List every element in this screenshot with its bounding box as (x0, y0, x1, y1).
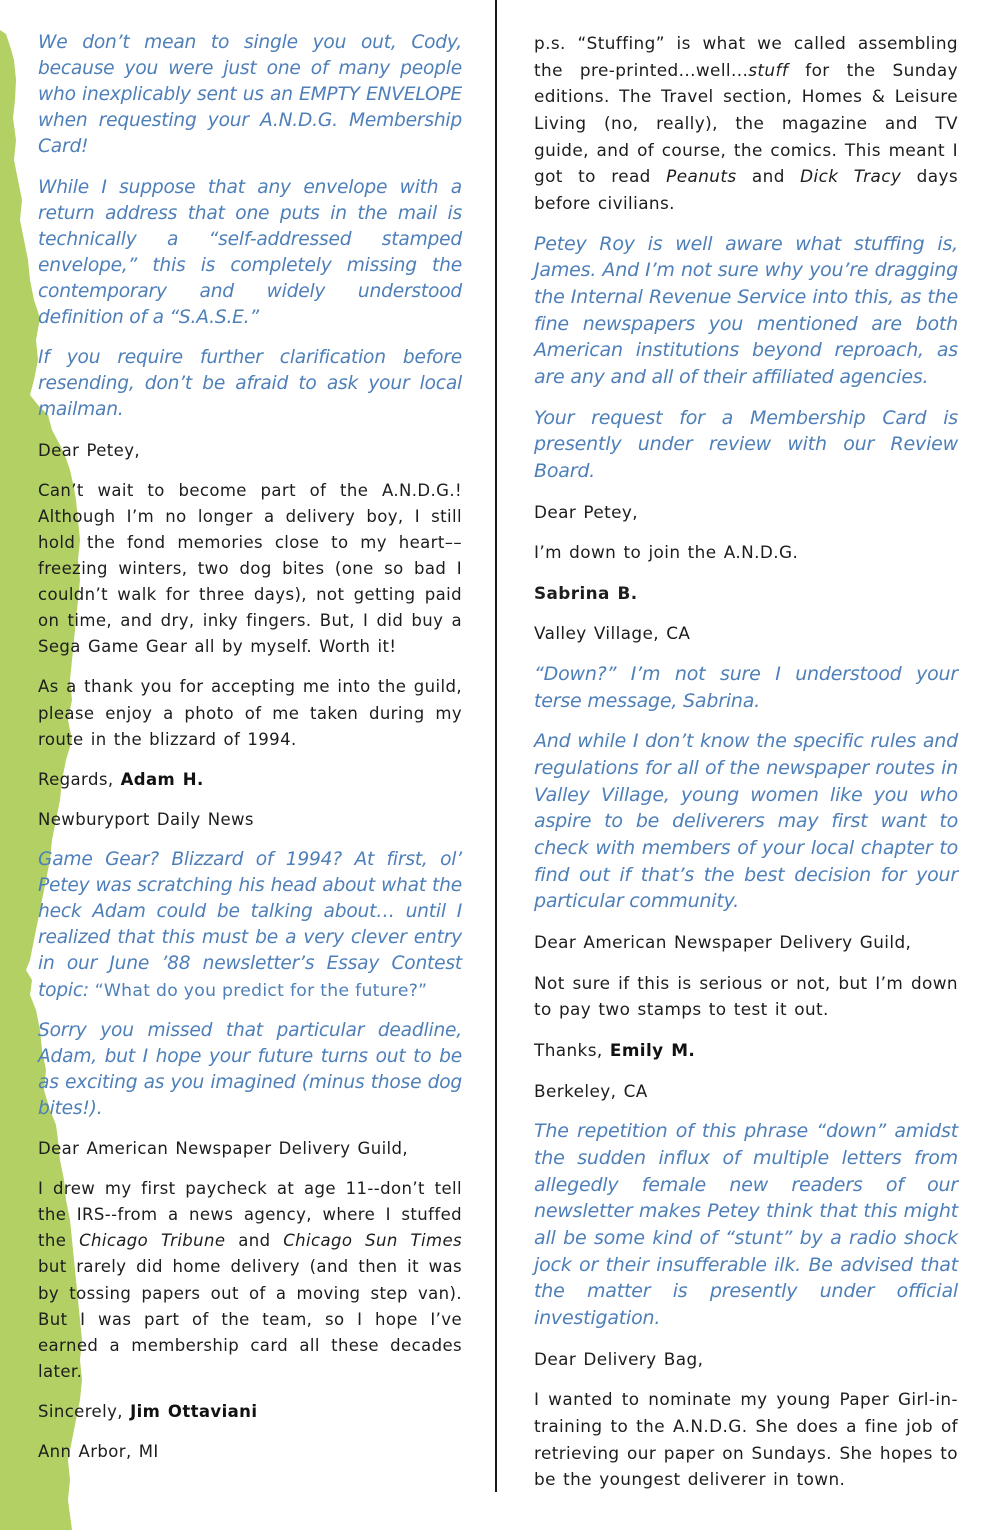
letter-body (38, 1176, 462, 1385)
closing-word: Thanks, (534, 1040, 603, 1060)
reply-paragraph: Petey Roy is well aware what stuffing is, James. And I’m not sure why you’re dragging the Internal Revenue Service into this, as the fine newspapers you mentioned are both American institutions beyond reproach, as are any and all of their affiliated agencies. (534, 232, 958, 388)
letter-body: As a thank you for accepting me into the guild, please enjoy a photo of me taken during my route in the blizzard of 1994. (38, 677, 462, 749)
letter-text: but rarely did home delivery (and then it was by tossing papers out of a moving step van). But I was part of the team, so I hope I’ve earned a membership card all these decades later. (38, 1257, 462, 1381)
letter-text: days before civilians. (534, 166, 958, 213)
newspaper-title: Chicago Sun Times (283, 1231, 462, 1251)
letter-signature: Emily M. (609, 1040, 696, 1060)
comic-title: Peanuts (666, 166, 737, 187)
letter-location: Berkeley, CA (534, 1080, 648, 1101)
letter-location: Valley Village, CA (534, 623, 691, 644)
reply-paragraph: While I suppose that any envelope with a return address that one puts in the mail is technically a “self-addressed stamped envelope,” this is completely missing the contemporary and widely understood definition of a “S.A.S.E.” (38, 176, 462, 329)
letter-location: Ann Arbor, MI (38, 1442, 159, 1462)
letter-signature: Jim Ottaviani (130, 1402, 258, 1422)
letter-body: I wanted to nominate my young Paper Girl-in-training to the A.N.D.G. She does a fine job of retrieving our paper on Sundays. She hopes to be the youngest deliverer in town. (534, 1389, 958, 1490)
closing-word: Sincerely, (38, 1402, 123, 1422)
letter-signature: Sabrina B. (534, 582, 638, 603)
letter-salutation: Dear American Newspaper Delivery Guild, (38, 1139, 409, 1159)
comic-title: Dick Tracy (800, 166, 902, 187)
letter-body: Not sure if this is serious or not, but I’m down to pay two stamps to test it out. (534, 972, 958, 1020)
letter-salutation: Dear Delivery Bag, (534, 1348, 704, 1369)
letter-body: Can’t wait to become part of the A.N.D.G.! Although I’m no longer a delivery boy, I still hold the fond memories close to my heart––freezing winters, two dog bites (one so bad I couldn’t walk for three days), not getting paid on time, and dry, inky fingers. But, I did buy a Sega Game Gear all by myself. Worth it! (38, 480, 462, 657)
reply-paragraph: We don’t mean to single you out, Cody, because you were just one of many people who inexplicably sent us an EMPTY ENVELOPE when requesting your A.N.D.G. Membership Card! (38, 32, 462, 158)
reply-paragraph: If you require further clarification before resending, don’t be afraid to ask your local mailman. (38, 347, 462, 421)
newspaper-title: Chicago Tribune (79, 1231, 226, 1251)
letter-salutation: Dear Petey, (38, 440, 141, 460)
letter-text: and (751, 166, 785, 187)
letter-text: p.s. “Stuffing” is what we called assembling the pre-printed...well... (534, 33, 958, 80)
reply-paragraph: Your request for a Membership Card is presently under review with our Review Board. (534, 406, 958, 482)
letter-text: and (238, 1231, 271, 1251)
letter-salutation: Dear American Newspaper Delivery Guild, (534, 932, 912, 953)
closing-word: Regards, (38, 769, 114, 789)
letter-text: I drew my first paycheck at age 11--don’t tell the IRS--from a news agency, where I stuffed the (38, 1179, 462, 1251)
reply-text: Game Gear? Blizzard of 1994? At first, ol’ Petey was scratching his head about what the heck Adam could be talking about… until I realized that this must be a very clever entry in our June ’88 newsletter’s Essay Contest topic: (38, 848, 462, 1001)
reply-paragraph: Sorry you missed that particular deadline, Adam, but I hope your future turns out to be as exciting as you imagined (minus those dog bites!). (38, 1019, 462, 1119)
reply-paragraph: And while I don’t know the specific rules and regulations for all of the newspaper routes in Valley Village, young women like you who aspire to be deliverers may first want to check with members of your local chapter to find out if that’s the best decision for your particular community. (534, 730, 958, 913)
letter-closing (534, 1037, 958, 1064)
essay-topic-quote: “What do you predict for the future?” (94, 980, 428, 1001)
reply-paragraph (38, 847, 462, 1004)
letter-body: I’m down to join the A.N.D.G. (534, 542, 799, 563)
letter-closing (38, 767, 462, 793)
column-divider (495, 0, 497, 1492)
right-column (534, 30, 958, 1507)
emphasis-word: stuff (748, 59, 789, 80)
reply-paragraph: The repetition of this phrase “down” amidst the sudden influx of multiple letters from allegedly female new readers of our newsletter makes Petey think that this might all be some kind of “stunt” by a radio shock jock or their insufferable ilk. Be advised that the matter is presently under official investigation. (534, 1120, 958, 1329)
left-column (38, 30, 462, 1479)
letter-closing (38, 1399, 462, 1425)
letter-salutation: Dear Petey, (534, 501, 639, 522)
letter-location: Newburyport Daily News (38, 809, 254, 829)
letter-postscript (534, 30, 958, 217)
reply-paragraph: “Down?” I’m not sure I understood your terse message, Sabrina. (534, 663, 958, 712)
letter-text: for the Sunday editions. The Travel section, Homes & Leisure Living (no, really), the magazine and TV guide, and of course, the comics. This meant I got to read (534, 59, 958, 187)
letter-signature: Adam H. (120, 769, 204, 789)
